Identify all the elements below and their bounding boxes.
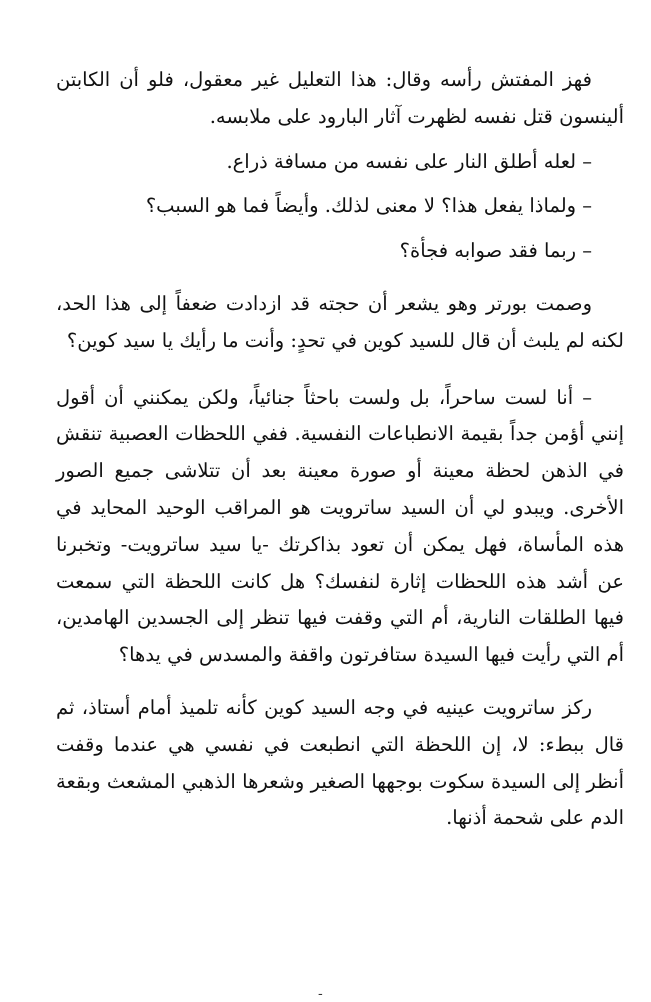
dialogue-line-lost-mind: – ربما فقد صوابه فجأة؟ (399, 239, 592, 263)
page-number-mark: - (318, 986, 323, 1002)
dialogue-line-why: – ولماذا يفعل هذا؟ لا معنى لذلك. وأيضاً فما هو السبب؟ (145, 194, 592, 218)
paragraph-quin-speech: – أنا لست ساحراً، بل ولست باحثاً جنائياً، ولكن يمكنني أن أقول إنني أؤمن جداً بقيمة الانطباعات النفسية. ففي اللحظات العصبية تنقش في الذهن لحظة معينة أو صورة معينة بعد أن تتلاشى جميع الصور الأخرى. ويبدو لي أن السيد ساترويت هو المراقب الوحيد المحايد في هذه المأساة، فهل يمكن أن تعود بذاكرتك -يا سيد ساترويت- وتخبرنا عن أشد هذه اللحظات إثارة لنفسك؟ هل كانت اللحظة التي سمعت فيها الطلقات النارية، أم التي وقفت فيها تنظر إلى الجسدين الهامدين، أم التي رأيت فيها السيدة ستافرتون واقفة والمسدس في يدها؟ (56, 385, 624, 667)
paragraph-satterthwaite: ركز ساترويت عينيه في وجه السيد كوين كأنه تلميذ أمام أستاذ، ثم قال ببطء: لا، إن اللحظة التي انطبعت في نفسي هي عندما وقفت أنظر إلى السيدة سكوت بوجهها الصغير وشعرها الذهبي المشعث وبقعة الدم على شحمة أذنها. (56, 695, 624, 830)
paragraph-porter: وصمت بورتر وهو يشعر أن حجته قد ازدادت ضعفاً إلى هذا الحد، لكنه لم يلبث أن قال للسيد كوين في تحدٍ: وأنت ما رأيك يا سيد كوين؟ (56, 291, 624, 352)
paragraph-inspector: فهز المفتش رأسه وقال: هذا التعليل غير معقول، فلو أن الكابتن ألينسون قتل نفسه لظهرت آثار البارود على ملابسه. (56, 68, 624, 128)
document-page (56, 62, 624, 837)
dialogue-line-arm-distance: – لعله أطلق النار على نفسه من مسافة ذراع. (226, 149, 592, 173)
